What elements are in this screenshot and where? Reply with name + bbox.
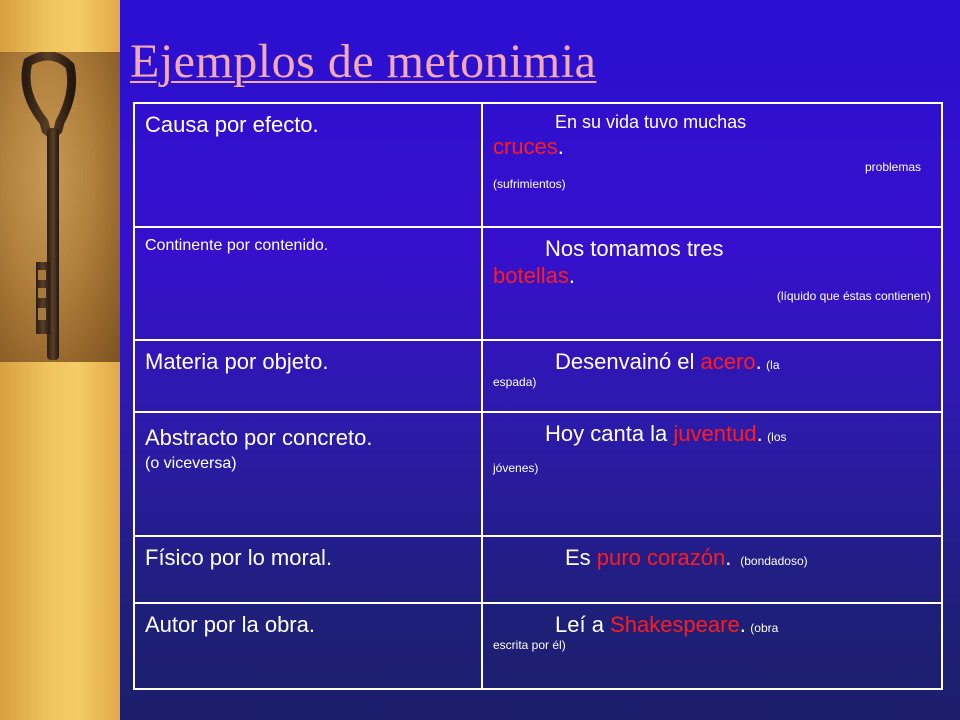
type-cell xyxy=(134,103,482,227)
example-cell xyxy=(482,340,942,412)
example-line xyxy=(493,349,931,375)
example-text: Hoy canta la xyxy=(545,421,674,447)
example-note: problemas xyxy=(864,159,921,174)
example-punct: . xyxy=(755,348,762,374)
type-cell xyxy=(134,340,482,412)
example-cell xyxy=(482,103,942,227)
example-note: (líquido que éstas contienen) xyxy=(776,289,931,304)
key-illustration xyxy=(0,52,120,362)
example-line-2 xyxy=(493,263,931,289)
example-punct: . xyxy=(568,262,575,288)
example-line-2 xyxy=(493,134,931,160)
type-label: Abstracto por concreto. xyxy=(145,425,373,451)
example-note-2: espada) xyxy=(493,375,537,390)
example-line xyxy=(493,612,931,638)
type-label: Autor por la obra. xyxy=(145,611,315,637)
example-cell xyxy=(482,227,942,339)
table-row xyxy=(134,536,942,602)
example-note: (obra xyxy=(750,620,779,635)
type-sublabel: (o viceversa) xyxy=(145,455,237,473)
example-note-2: (sufrimientos) xyxy=(493,177,566,192)
page-title: Ejemplos de metonimia xyxy=(130,35,597,88)
example-punct: . xyxy=(756,421,763,447)
example-line xyxy=(493,545,931,571)
type-cell xyxy=(134,227,482,339)
type-label: Causa por efecto. xyxy=(145,112,319,137)
example-text: Leí a xyxy=(555,611,611,637)
example-punct: . xyxy=(557,133,564,159)
example-note-2: jóvenes) xyxy=(493,461,539,476)
type-cell xyxy=(134,603,482,689)
type-cell xyxy=(134,536,482,602)
antique-key-image xyxy=(0,52,120,362)
example-cell xyxy=(482,536,942,602)
highlighted-word: acero xyxy=(700,348,756,374)
metonymy-table xyxy=(133,102,943,690)
type-cell xyxy=(134,412,482,536)
example-punct: . xyxy=(739,611,746,637)
example-line xyxy=(493,421,931,447)
type-label: Físico por lo moral. xyxy=(145,545,333,571)
example-note: (bondadoso) xyxy=(740,554,808,569)
highlighted-word: botellas xyxy=(493,262,569,288)
table-row xyxy=(134,340,942,412)
table-row xyxy=(134,412,942,536)
type-label: Continente por contenido. xyxy=(145,237,329,255)
highlighted-word: cruces xyxy=(493,133,558,159)
example-note: (los xyxy=(767,430,787,445)
table-row xyxy=(134,603,942,689)
example-line: Nos tomamos tres xyxy=(545,236,724,262)
example-line: En su vida tuvo muchas xyxy=(555,112,747,132)
example-note-2: escrita por él) xyxy=(493,638,566,653)
example-cell xyxy=(482,412,942,536)
example-text: Desenvainó el xyxy=(555,348,701,374)
highlighted-word: Shakespeare xyxy=(610,611,740,637)
table-row xyxy=(134,227,942,339)
example-note: (la xyxy=(766,357,780,372)
highlighted-word: puro corazón xyxy=(596,545,726,571)
example-text: Es xyxy=(565,545,597,571)
example-cell xyxy=(482,603,942,689)
example-punct: . xyxy=(725,545,732,571)
highlighted-word: juventud xyxy=(673,421,757,447)
table-row xyxy=(134,103,942,227)
type-label: Materia por objeto. xyxy=(145,348,329,374)
